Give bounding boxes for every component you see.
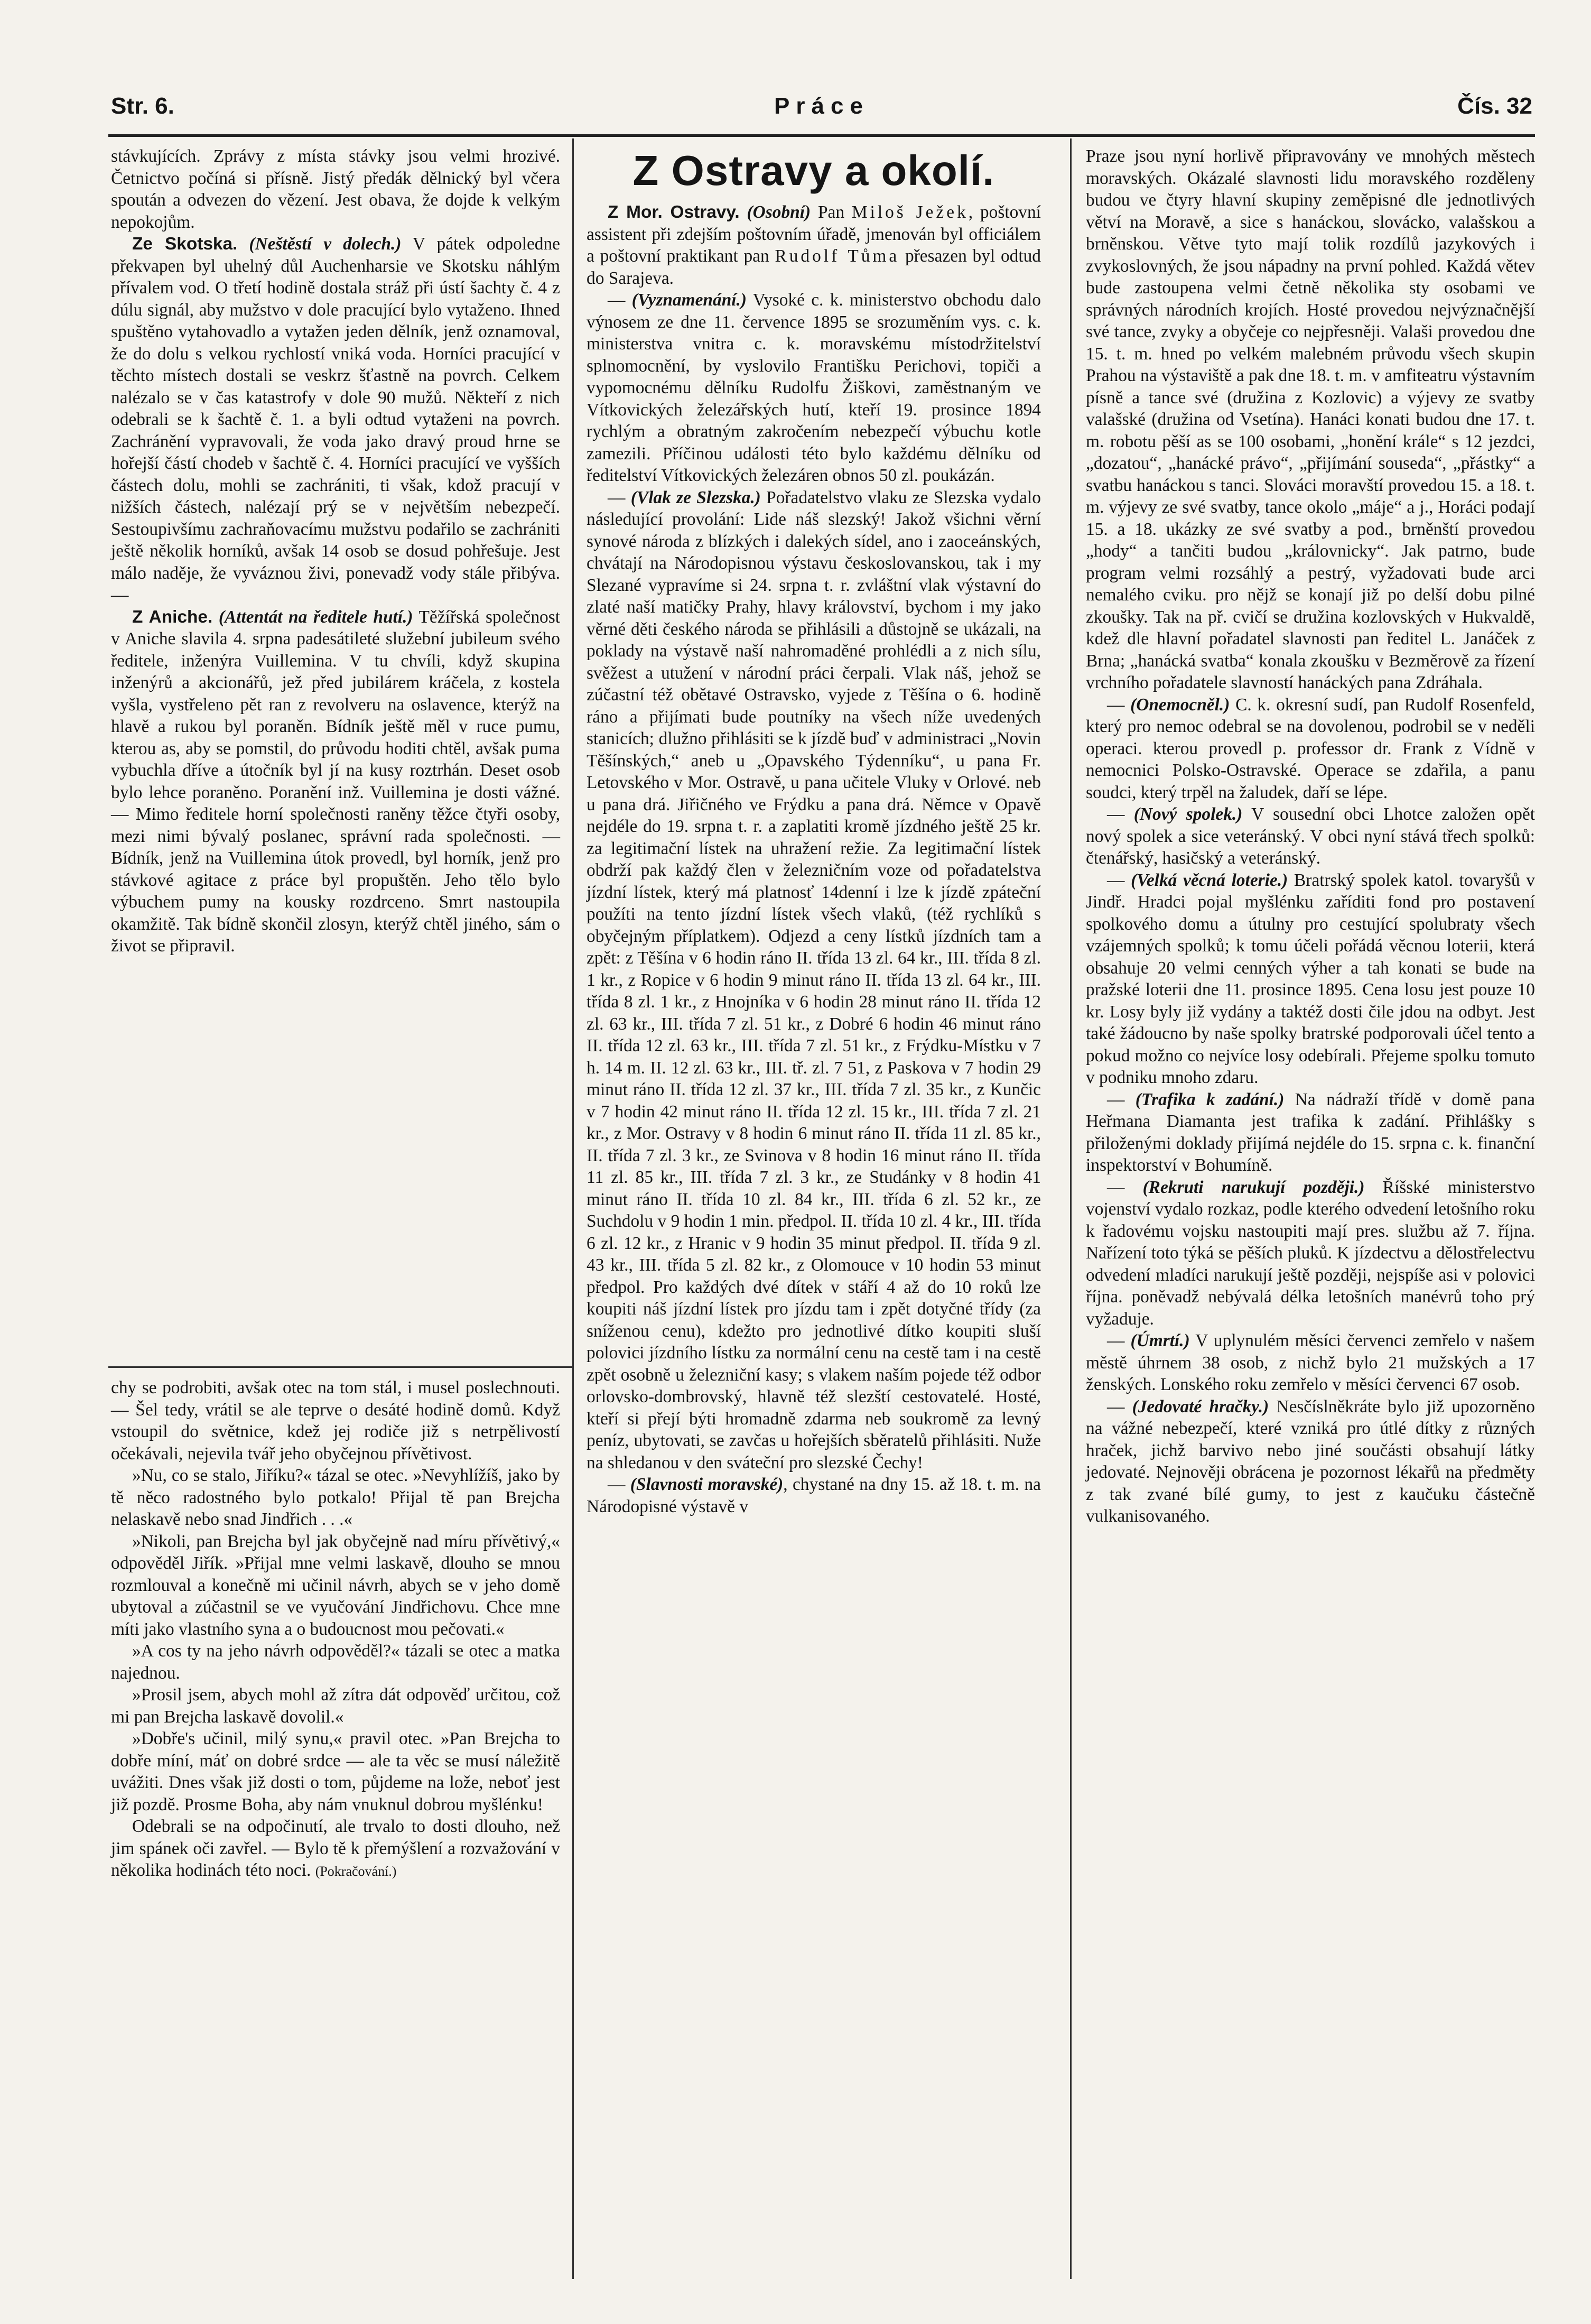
- deaths-article: — (Úmrtí.) V uplynulém měsíci červenci zemřelo v našem městě úhrnem 38 osob, z nichž bylo 21 mužských a 17 ženských. Lonského roku zemřelo v měsíci červenci 67 osob.: [1086, 1331, 1535, 1394]
- silesia-train-article: — (Vlak ze Slezska.) Pořadatelstvo vlaku ze Slezska vydalo následující provolání: Lide náš slezský! Jakož všichni věrní synové národa z blízkých i dalekých sídel, ano i zaoceánských, chvátají na Národopisnou výstavu českoslovanskou, tak i my Slezané vypravíme si 24. srpna t. r. zvláštní vlak výstavní do zlaté naší matičky Prahy, hlavy království, bychom i my jako věrné děti českého národa se přihlásili a důstojně se ukázali, na poklady na výstavě naší nahromaděné prohlédli a z nich sílu, svěžest a utužení v národní práci čerpali. Vlak náš, jehož se zúčastní též obětavé Ostravsko, vyjede z Těšína o 6. hodině ráno a přijímati bude poutníky na všech níže uvedených stanicích; dlužno přihlásiti se k jízdě buď v administraci „Novin Těšínských,“ aneb u „Opavského Týdenníku“, u pana Fr. Letovského v Mor. Ostravě, u pana učitele Vluky v Orlové. neb u pana drá. Jiřičného ve Frýdku a pana drá. Němce v Opavě nejdéle do 19. srpna t. r. a zaplatiti kromě jízdného ještě 25 kr. za legitimační lístek na uhražení režie. Za legitimační lístek obdrží pak každý člen v železničním voze od pořadatelstva jízdní lístek, který má platnosť 14denní i lze k jízdě zpáteční použíti na tento jízdní lístek všech vlaků, (též rychlíků s obyčejným příplatkem). Odjezd a ceny lístků jízdních tam a zpět: z Těšína v 6 hodin ráno II. třída 13 zl. 64 kr., III. třída 8 zl. 1 kr., z Ropice v 6 hodin 9 minut ráno II. třída 13 zl. 64 kr., III. třída 8 zl. 1 kr., z Hnojníka v 6 hodin 28 minut ráno II. třída 12 zl. 63 kr., III. třída 7 zl. 51 kr., z Dobré 6 hodin 46 minut ráno II. třída 12 zl. 63 kr., III. třída 7 zl. 51 kr., z Frýdku-Místku v 7 h. 14 m. II. 12 zl. 63 kr., III. tř. zl. 7 51, z Paskova v 7 hodin 29 minut ráno II. třída 12 zl. 37 kr., III. třída 7 zl. 35 kr., z Kunčic v 7 hodin 42 minut ráno II. třída 12 zl. 15 kr., III. třída 7 zl. 21 kr., z Mor. Ostravy v 8 hodin 6 minut ráno II. třída 11 zl. 85 kr., II. třída 7 zl. 3 kr., ze Svinova v 8 hodin 16 minut ráno II. třída 11 zl. 85 kr., III. třída 7 zl. 3 kr., ze Studánky v 8 hodin 41 minut ráno II. třída 10 zl. 84 kr., III. třída 6 zl. 52 kr., ze Suchdolu v 9 hodin 1 min. předpol. II. třída 10 zl. 4 kr., III. třída 6 zl. 12 kr., z Hranic v 9 hodin 35 minut předpol. II. třída 9 zl. 43 kr., III. třída 5 zl. 82 kr., z Olomouce v 10 hodin 53 minut předpol. Pro každých dvé dítek v stáří 4 až do 10 roků lze koupiti náš jízdní lístek pro jízdu tam i zpět dotyčné třídy (za sníženou cenu), kdežto pro jednotlivé dítko koupiti sluší polovici jízdního lístku za normální cenu na cestě tam i na cestě zpět osobně u železniční kasy; s vlakem naším pojede též odbor orlovsko-dombrovský, hlavně též slezští cestovatelé. Hosté, kteří si přejí býti hromadně zdarma neb soukromě za levný peníz, ubytovati, se zavčas u hořejších sběratelů přihlásiti. Nuže na shledanou v den sváteční pro slezské Čechy!: [587, 487, 1041, 1473]
- tobacco-shop-title: (Trafika k zadání.): [1135, 1089, 1285, 1109]
- aniche-placename: Z Aniche.: [132, 607, 213, 627]
- moravian-festival-article: — (Slavnosti moravské), chystané na dny 15. až 18. t. m. na Národopisné výstavě v: [587, 1475, 1041, 1516]
- tobacco-shop-text: Na nádraží třídě v domě pana Heřmana Diamanta jest trafika k zadání. Přihlášky s přiloženými doklady přijímá nejdéle do 15. srpna c. k. finanční inspektorství v Bohumíně.: [1086, 1089, 1535, 1175]
- page-number: Str. 6.: [111, 93, 174, 119]
- tobacco-shop-article: — (Trafika k zadání.) Na nádraží třídě v domě pana Heřmana Diamanta jest trafika k zadání. Přihlášky s přiloženými doklady přijímá nejdéle do 15. srpna c. k. finanční inspektorství v Bohumíně.: [1086, 1089, 1535, 1175]
- deaths-title: (Úmrtí.): [1130, 1331, 1190, 1350]
- personal-news-text-a: Pan: [811, 202, 852, 222]
- aniche-article-text: Těžířská společnost v Aniche slavila 4. srpna padesátileté služební jubileum svého ředitele, inženýra Vuillemina. V tu chvíli, když skupina inženýrů a akcionářů, jež před jubilárem kráčela, z kostela vyšla, vystřeleno pět ran z revolveru na oslavence, kterýž na hlavě a rukou byl poraněn. Bídník ještě měl v ruce pumu, kterou as, aby se pomstil, do průvodu hoditi chtěl, avšak puma vybuchla dříve a útočník byl jí na kusy roztrhán. Deset osob bylo lehce poraněno. Poranění inž. Vuillemina je dosti vážné. — Mimo ředitele horní společnosti raněny těžce čtyři osoby, mezi nimi bývalý poslanec, správní rada společnosti. — Bídník, jenž na Vuillemina útok provedl, byl horník, jenž pro stávkové agitace z práce byl propuštěn. Jeho tělo bylo výbuchem pumy na kousky rozdrceno. Smrt nastoupila okamžitě. Tak bídně skončil zlosyn, kterýž chtěl jiného, sám o život se připravil.: [111, 607, 560, 956]
- ostrava-placename: Z Mor. Ostravy.: [608, 202, 740, 222]
- story-paragraph-6: »Dobře's učinil, milý synu,« pravil otec. »Pan Brejcha to dobře míní, máť on dobré srdce — ale ta věc se musí náležitě uvážiti. Dnes však již dosti o tom, půjdeme na lože, neboť jest již pozdě. Prosme Boha, aby nám vnuknul dobrou myšlénku!: [111, 1729, 560, 1814]
- lottery-title: (Velká věcná loterie.): [1131, 870, 1288, 890]
- scotland-mine-article: [111, 233, 560, 606]
- local-news-column: [587, 145, 1041, 1517]
- toxic-toys-title: (Jedovaté hračky.): [1132, 1396, 1269, 1416]
- illness-article: — (Onemocněl.) C. k. okresní sudí, pan Rudolf Rosenfeld, který pro nemoc odebral se na dovolenou, podrobil se v neděli operaci. kterou provedl p. professor dr. Frank z Vídně v nemocnici Polsko-Ostravské. Operace se zdařila, a panu soudci, který trpěl na žaludek, daří se lépe.: [1086, 695, 1535, 802]
- deaths-text: V uplynulém měsíci červenci zemřelo v našem městě úhrnem 38 osob, z nichž bylo 21 mužských a 17 ženských. Lonského roku zemřelo v měsíci červenci 67 osob.: [1086, 1331, 1535, 1394]
- right-news-column: [1086, 145, 1535, 1527]
- aniche-attack-article: [111, 606, 560, 957]
- silesia-train-title: (Vlak ze Slezska.): [630, 487, 761, 507]
- story-paragraph-7: [111, 1816, 560, 1883]
- personal-news-text-b: , poštovní assistent při zdejším poštovním úřadě, jmenován byl officiálem a poštovní praktikant pan: [587, 202, 1041, 266]
- section-headline: Z Ostravy a okolí.: [632, 147, 995, 194]
- personal-news-text-c: přesazen byl odtud do Sarajeva.: [587, 246, 1041, 288]
- lottery-text: Bratrský spolek katol. tovaryšů v Jindř. Hradci pojal myšlénku zaříditi fond pro postavení spolkového domu a útulny pro cestující spolubraty všech vzájemných spolků; k tomu účeli pořádá věcnou loterii, která obsahuje 20 velmi cenných výher a tah konati se bude na pražské loterii dne 11. prosince 1895. Cena losu jest pouze 10 kr. Losy byly již vydány a taktéž dosti čile jdou na odbyt. Jest také žádoucno by naše spolky bratrské podporovali účel tento a pokud možno co nejvíce losy odebírali. Přejeme spolku tomuto v podniku mnoho zdaru.: [1086, 870, 1535, 1087]
- silesia-train-text: Pořadatelstvo vlaku ze Slezska vydalo následující provolání: Lide náš slezský! Jakož všichni věrní synové národa z blízkých i dalekých sídel, ano i zaoceánských, chvátají na Národopisnou výstavu českoslovanskou, tak i my Slezané vypravíme si 24. srpna t. r. zvláštní vlak výstavní do zlaté naší matičky Prahy, hlavy království, bychom i my jako věrné děti českého národa se přihlásili a důstojně se ukázali, na poklady na výstavě naší nahromaděné prohlédli a z nich sílu, svěžest a utužení v národní práci čerpali. Vlak náš, jehož se zúčastní též obětavé Ostravsko, vyjede z Těšína o 6. hodině ráno a přijímati bude poutníky na všech níže uvedených stanicích; dlužno přihlásiti se k jízdě buď v administraci „Novin Těšínských,“ aneb u „Opavského Týdenníku“, u pana Fr. Letovského v Mor. Ostravě, u pana učitele Vluky v Orlové. neb u pana drá. Jiřičného ve Frýdku a pana drá. Němce v Opavě nejdéle do 19. srpna t. r. a zaplatiti kromě jízdného ještě 25 kr. za legitimační lístek na uhražení režie. Za legitimační lístek obdrží pak každý člen v železničním voze od pořadatelstva jízdní lístek, který má platnosť 14denní i lze k jízdě zpáteční použíti na tento jízdní lístek všech vlaků, (též rychlíků s obyčejným příplatkem). Odjezd a ceny lístků jízdních tam a zpět: z Těšína v 6 hodin ráno II. třída 13 zl. 64 kr., III. třída 8 zl. 1 kr., z Ropice v 6 hodin 9 minut ráno II. třída 13 zl. 64 kr., III. třída 8 zl. 1 kr., z Hnojníka v 6 hodin 28 minut ráno II. třída 12 zl. 63 kr., III. třída 7 zl. 51 kr., z Dobré 6 hodin 46 minut ráno II. třída 12 zl. 63 kr., III. třída 7 zl. 51 kr., z Frýdku-Místku v 7 h. 14 m. II. 12 zl. 63 kr., III. tř. zl. 7 51, z Paskova v 7 hodin 29 minut ráno II. třída 12 zl. 37 kr., III. třída 7 zl. 35 kr., z Kunčic v 7 hodin 42 minut ráno II. třída 12 zl. 15 kr., III. třída 7 zl. 21 kr., z Mor. Ostravy v 8 hodin 6 minut ráno II. třída 11 zl. 85 kr., II. třída 7 zl. 3 kr., ze Svinova v 8 hodin 16 minut ráno II. třída 11 zl. 85 kr., III. třída 7 zl. 3 kr., ze Studánky v 8 hodin 41 minut ráno II. třída 10 zl. 84 kr., III. třída 6 zl. 52 kr., ze Suchdolu v 9 hodin 1 min. předpol. II. třída 10 zl. 4 kr., III. třída 6 zl. 12 kr., z Hranic v 9 hodin 35 minut předpol. II. třída 9 zl. 43 kr., III. třída 5 zl. 82 kr., z Olomouce v 10 hodin 53 minut předpol. Pro každých dvé dítek v stáří 4 až do 10 roků lze koupiti náš jízdní lístek pro jízdu tam i zpět dotyčné třídy (za sníženou cenu), kdežto pro jednotlivé dítko koupiti sluší polovici jízdního lístku za normální cenu na cestě tam i na cestě zpět osobně u železniční kasy; s vlakem naším pojede též odbor orlovsko-dombrovský, hlavně též slezští cestovatelé. Hosté, kteří si přejí býti hromadně zdarma neb soukromě za levný peníz, ubytovati, se zavčas u hořejších sběratelů přihlásiti. Nuže na shledanou v den sváteční pro slezské Čechy!: [587, 487, 1041, 1473]
- story-paragraph-3: »Nikoli, pan Brejcha byl jak obyčejně nad míru přívětivý,« odpověděl Jiřík. »Přijal mne velmi laskavě, dlouho se mnou rozmlouval a konečně mi učinil návrh, abych se v jeho domě ubytoval a zúčastnil se ve vyučování Jindřichovu. Chce mne míti jako vlastního syna a o budoucnost mou pečovati.«: [111, 1531, 560, 1639]
- festival-continuation: Praze jsou nyní horlivě připravovány ve mnohých městech moravských. Okázalé slavnosti lidu moravského rozděleny budou ve čtyry hlavní skupiny zeměpisné dle jednotlivých větví na Moravě, a sice s hanáckou, slovácko, valašskou a brněnskou. Větve tyto mají tolik rozdílů jazykových i zvykoslovných, že jsou nápadny na první pohled. Každá větev bude zastoupena velmi četně několika sty osobami ve správných národních krojích. Hosté provedou nejvýznačnější své tance, zvyky a obyčeje co nejpřesněji. Valaši provedou dne 15. t. m. hned po velkém malebném průvodu všech skupin Prahou na výstaviště a pak dne 18. t. m. v amfiteatru výstavním písně a tance své (družina z Kozlovic) a výjevy ze svatby valašské (družina od Vsetína). Hanáci konati budou dne 17. t. m. robotu pěší as se 100 osobami, „honění krále“ s 12 jezdci, „dozatou“, „hanácké právo“, „přijímání souseda“, „přástky“ a svatbu hanáckou s tanci. Slováci moravští provedou 15. a 18. t. m. výjevy ze své svatby, tance okolo „máje“ a j., Horáci podají 15. a 18. ukázky ze své svatby a pod., brněnští provedou „hody“ a tančiti budou „královnicky“. Jak patrno, bude program velmi rozsáhlý a pestrý, vyžadovati bude arci nemalého cviku. pro nějž se konají již po delší dobu pilné zkoušky. Tak na př. cvičí se družina kozlovských v Hukvaldě, kdež dle hlavní pořadatel slavnosti pan ředitel L. Janáček z Brna; „hanácká svatba“ konala zkoušku v Bezměrově za řízení vrchního pořadatele slavností hanáckých pana Zdráhala.: [1086, 146, 1535, 692]
- person-name-tuma: Rudolf Tůma: [775, 246, 900, 266]
- personal-news-title: (Osobní): [747, 202, 811, 222]
- scotland-article-title: (Neštěstí v dolech.): [249, 234, 402, 254]
- strike-report-paragraph: stávkujících. Zprávy z místa stávky jsou velmi hrozivé. Četnictvo počíná si přísně. Jistý předák dělnický byl včera spoután a odvezen do vězení. Jest obava, že dojde k velkým nepokojům.: [111, 146, 560, 232]
- recruits-article: — (Rekruti narukují později.) Říšské ministerstvo vojenství vydalo rozkaz, podle kterého odvedení letošního roku k řadovému vojsku nastoupiti mají pres. službu až 7. října. Nařízení toto týká se pěších pluků. K jízdectvu a dělostřelectvu odvedení mladíci narukují ještě později, nejspíše asi v polovici října. poněvadž nebývalá délka letošních manévrů toho prý vyžaduje.: [1086, 1177, 1535, 1329]
- award-article: — (Vyznamenání.) Vysoké c. k. ministerstvo obchodu dalo výnosem ze dne 11. července 1895 se srozuměním vys. c. k. ministerstva vnitra c. k. moravskému místodržitelství splnomocnění, by vyslovilo Františku Perichovi, topiči a vypomocnému dělníku Rudolfu Žiškovi, zaměstnaným ve Vítkovických železářských hutí, kteří 19. prosince 1894 rychlým a obratným zakročením nebezpečí výbuchu kotle zamezili. Příčinou události této bylo každému dělníku od ředitelství Vítkovických železáren obnos 50 zl. poukázán.: [587, 290, 1041, 485]
- column-divider-left: [572, 138, 574, 2279]
- personal-news-article: [587, 201, 1041, 289]
- header-rule: [108, 134, 1535, 137]
- issue-number: Čís. 32: [1457, 93, 1532, 119]
- person-name-jezek: Miloš Ježek: [851, 202, 969, 222]
- foreign-news-column: [111, 145, 560, 957]
- toxic-toys-text: Nesčíslněkráte bylo již upozorněno na vážné nebezpečí, které vzniká pro útlé dítky z různých hraček, jichž barvivo nebo jiné součásti obsahují látky jedovaté. Nejnověji obrácena je pozornost lékařů na předměty z tak zvané bílé gumy, to jest z kaučuku částečně vulkanisovaného.: [1086, 1396, 1535, 1526]
- illness-text: C. k. okresní sudí, pan Rudolf Rosenfeld, který pro nemoc odebral se na dovolenou, podrobil se v neděli operaci. kterou provedl p. professor dr. Frank z Vídně v nemocnici Polsko-Ostravské. Operace se zdařila, a panu soudci, který trpěl na žaludek, daří se lépe.: [1086, 695, 1535, 802]
- page-header: [111, 89, 1532, 126]
- scotland-article-text: V pátek odpoledne překvapen byl uhelný důl Auchenharsie ve Skotsku náhlým přívalem vod. O třetí hodině dostala stráž při ústí šachty č. 4 z dúlu signál, aby mužstvo v dole pracující bylo vytaženo. Ihned spuštěno vytahovadlo a vytažen jeden dělník, jenž oznamoval, že do dolu s velkou rychlostí vniká voda. Horníci pracující v těchto místech dostali se veskrz šťastně na povrch. Celkem nalézalo se v čas katastrofy v dole 90 mužů. Někteří z nich odebrali se k šachtě č. 1. a byli odtud vytaženi na povrch. Zachránění vypravovali, že voda jako dravý proud hrne se hořejší částí chodeb v šachtě č. 4. Horníci pracující ve vyšších částech dolu, mohli se zachrániti, ti však, kdož pracují v nižších částech, nalézají prý se v největším nebezpečí. Sestoupivšímu zachraňovacímu mužstvu podařilo se zachrániti ještě několik horníků, avšak 14 osob se dosud pohřešuje. Jest málo naděje, že vyváznou živi, ponevadž vody stále přibýva. —: [111, 234, 560, 605]
- award-article-text: Vysoké c. k. ministerstvo obchodu dalo výnosem ze dne 11. července 1895 se srozuměním vys. c. k. ministerstva vnitra c. k. moravskému místodržitelství splnomocnění, by vyslovilo Františku Perichovi, topiči a vypomocnému dělníku Rudolfu Žiškovi, zaměstnaným ve Vítkovických železářských hutí, kteří 19. prosince 1894 rychlým a obratným zakročením nebezpečí výbuchu kotle zamezili. Příčinou události této bylo každému dělníku od ředitelství Vítkovických železáren obnos 50 zl. poukázán.: [587, 290, 1041, 485]
- lottery-article: — (Velká věcná loterie.) Bratrský spolek katol. tovaryšů v Jindř. Hradci pojal myšlénku zaříditi fond pro postavení spolkového domu a útulny pro cestující spolubraty všech vzájemných spolků; k tomu účeli pořádá věcnou loterii, která obsahuje 20 velmi cenných výher a tah konati se bude na pražské loterii dne 11. prosince 1895. Cena losu jest pouze 10 kr. Losy byly již vydány a taktéž dosti čile jdou na odbyt. Jest také žádoucno by naše spolky bratrské podporovali účel tento a pokud možno co nejvíce losy odebírali. Přejeme spolku tomuto v podniku mnoho zdaru.: [1086, 870, 1535, 1087]
- story-separator-rule: [108, 1366, 572, 1368]
- recruits-text: Říšské ministerstvo vojenství vydalo rozkaz, podle kterého odvedení letošního roku k řadovému vojsku nastoupiti mají pres. službu až 7. října. Nařízení toto týká se pěších pluků. K jízdectvu a dělostřelectvu odvedení mladíci narukují ještě později, nejspíše asi v polovici října. poněvadž nebývalá délka letošních manévrů toho prý vyžaduje.: [1086, 1177, 1535, 1329]
- new-society-article: — (Nový spolek.) V sousední obci Lhotce založen opět nový spolek a sice veteránský. V obci nyní stává třech spolků: čtenářský, hasičský a veteránský.: [1086, 804, 1535, 868]
- story-paragraph-5: »Prosil jsem, abych mohl až zítra dát odpověď určitou, což mi pan Brejcha laskavě dovolil.«: [111, 1685, 560, 1727]
- recruits-title: (Rekruti narukují později.): [1142, 1177, 1365, 1197]
- new-society-text: V sousední obci Lhotce založen opět nový spolek a sice veteránský. V obci nyní stává třech spolků: čtenářský, hasičský a veteránský.: [1086, 804, 1535, 868]
- moravian-festival-text: , chystané na dny 15. až 18. t. m. na Národopisné výstavě v: [587, 1475, 1041, 1516]
- toxic-toys-article: — (Jedovaté hračky.) Nesčíslněkráte bylo již upozorněno na vážné nebezpečí, které vzniká pro útlé dítky z různých hraček, jichž barvivo nebo jiné součásti obsahují látky jedovaté. Nejnověji obrácena je pozornost lékařů na předměty z tak zvané bílé gumy, to jest z kaučuku částečně vulkanisovaného.: [1086, 1396, 1535, 1526]
- new-society-title: (Nový spolek.): [1133, 804, 1243, 824]
- story-paragraph-1: chy se podrobiti, avšak otec na tom stál, i musel poslechnouti. — Šel tedy, vrátil se ale teprve o desáté hodině domů. Když vstoupil do světnice, kdež jej rodiče již s netrpělivostí očekávali, nejevila tvář jeho obyčejnou přívětivost.: [111, 1378, 560, 1464]
- continued-note: (Pokračování.): [315, 1864, 397, 1879]
- illness-title: (Onemocněl.): [1130, 695, 1230, 715]
- story-paragraph-2: »Nu, co se stalo, Jiříku?« tázal se otec. »Nevyhlížíš, jako by tě něco radostného bylo potkalo! Přijal tě pan Brejcha nelaskavě nebo snad Jindřich . . .«: [111, 1466, 560, 1529]
- serial-story-column: [111, 1377, 560, 1883]
- moravian-festival-title: (Slavnosti moravské): [630, 1475, 784, 1494]
- story-paragraph-4: »A cos ty na jeho návrh odpověděl?« tázali se otec a matka najednou.: [111, 1641, 560, 1683]
- aniche-article-title: (Attentát na ředitele hutí.): [218, 607, 413, 627]
- masthead-title: Práce: [774, 93, 869, 119]
- column-divider-right: [1070, 138, 1072, 2279]
- story-paragraph-7-text: Odebrali se na odpočinutí, ale trvalo to dosti dlouho, než jim spánek oči zavřel. — Bylo tě k přemýšlení a rozvažování v několika hodinách této noci.: [111, 1817, 560, 1880]
- scotland-placename: Ze Skotska.: [132, 234, 238, 254]
- award-article-title: (Vyznamenání.): [631, 290, 747, 310]
